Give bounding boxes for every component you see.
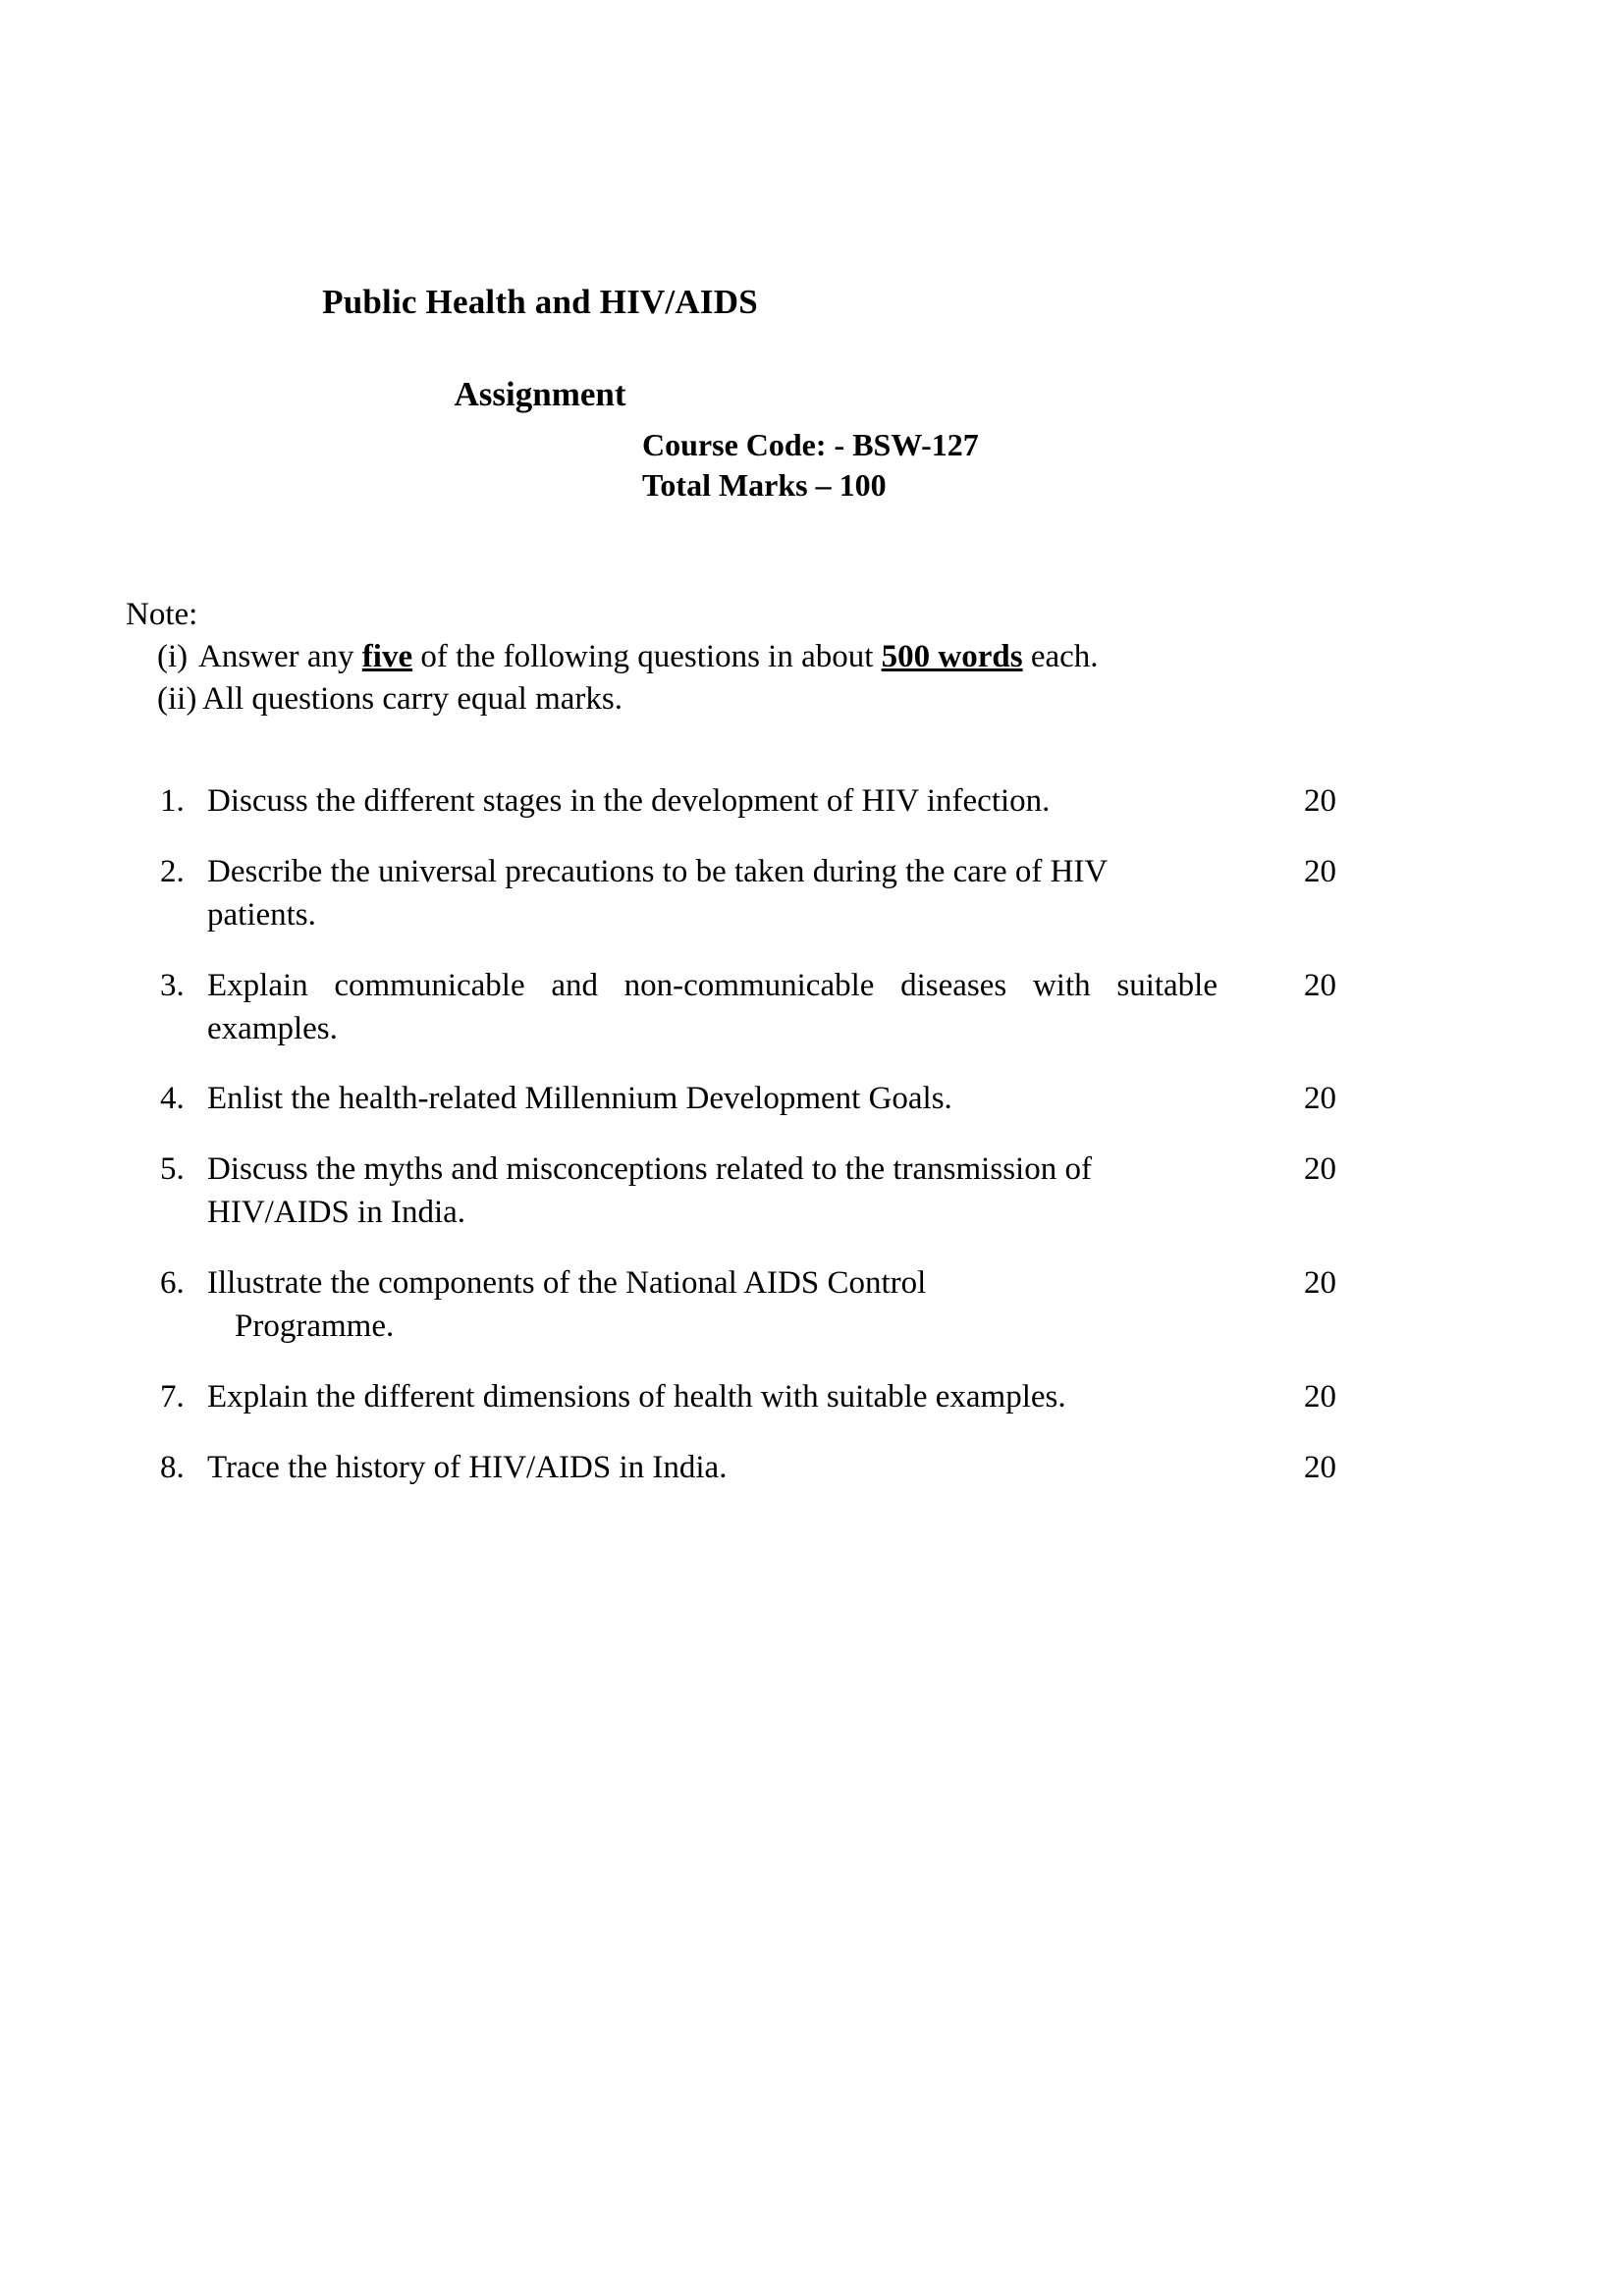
question-text-line: Explain communicable and non-communicable diseases with	[207, 967, 1091, 1003]
page-title: Public Health and HIV/AIDS	[322, 283, 758, 321]
question-marks: 20	[1304, 1151, 1336, 1188]
question-item	[160, 1148, 1363, 1235]
question-number: 4.	[160, 1081, 185, 1117]
note-text	[198, 636, 1099, 678]
question-marks: 20	[1304, 783, 1336, 819]
course-meta-block	[642, 425, 979, 506]
question-item	[160, 851, 1363, 937]
question-text-line: Discuss the myths and misconceptions related to the transmission	[207, 1151, 1057, 1188]
note-text: All questions carry equal marks.	[202, 680, 623, 717]
question-number: 7.	[160, 1378, 185, 1415]
question-item	[160, 1447, 1363, 1490]
question-text: Trace the history of HIV/AIDS in India.	[207, 1449, 728, 1485]
question-text: Explain the different dimensions of health with suitable examples.	[207, 1378, 1066, 1415]
question-item	[160, 1078, 1363, 1121]
question-marks: 20	[1304, 853, 1336, 889]
question-text: Discuss the different stages in the development of HIV infection.	[207, 783, 1051, 819]
note-item-ii	[157, 678, 1335, 721]
question-text-continuation: of HIV/AIDS in India.	[207, 1151, 1092, 1231]
note-text-segment: of the following questions in about	[412, 639, 882, 674]
note-text-segment: Answer any	[198, 639, 362, 674]
note-emphasis-word-count: 500 words	[881, 639, 1023, 674]
question-text	[207, 965, 1218, 1051]
question-number: 6.	[160, 1265, 185, 1301]
question-text	[207, 1262, 1218, 1349]
question-number: 5.	[160, 1151, 185, 1188]
question-text-continuation: suitable examples.	[207, 967, 1218, 1046]
question-item	[160, 780, 1363, 824]
question-marks: 20	[1304, 967, 1336, 1003]
note-list	[157, 636, 1335, 721]
question-number: 2.	[160, 853, 185, 889]
question-text	[207, 851, 1218, 937]
question-text: Enlist the health-related Millennium Development Goals.	[207, 1081, 952, 1117]
question-text-continuation: Programme.	[235, 1308, 395, 1344]
question-marks: 20	[1304, 1449, 1336, 1485]
question-item	[160, 1262, 1363, 1349]
total-marks-line: Total Marks – 100	[642, 466, 887, 503]
question-item	[160, 1376, 1363, 1419]
note-label: Note:	[126, 597, 198, 632]
note-text-segment: each.	[1022, 639, 1099, 674]
question-number: 1.	[160, 783, 185, 819]
question-item	[160, 965, 1363, 1051]
note-marker: (i)	[157, 639, 189, 674]
question-text-continuation: HIV patients.	[207, 853, 1108, 933]
question-number: 3.	[160, 967, 185, 1003]
question-number: 8.	[160, 1449, 185, 1485]
question-marks: 20	[1304, 1378, 1336, 1415]
question-text	[207, 1148, 1218, 1235]
document-subtitle: Assignment	[454, 375, 626, 413]
note-item-i	[157, 636, 1335, 678]
question-text-line: Describe the universal precautions to be taken during the care of	[207, 853, 1043, 889]
course-code-line: Course Code: - BSW-127	[642, 427, 979, 462]
question-marks: 20	[1304, 1265, 1336, 1301]
question-marks: 20	[1304, 1081, 1336, 1117]
question-text-line: Illustrate the components of the National AIDS Control	[207, 1265, 927, 1301]
note-marker: (ii)	[157, 680, 197, 717]
question-list	[160, 780, 1363, 1490]
note-emphasis-five: five	[361, 639, 413, 674]
